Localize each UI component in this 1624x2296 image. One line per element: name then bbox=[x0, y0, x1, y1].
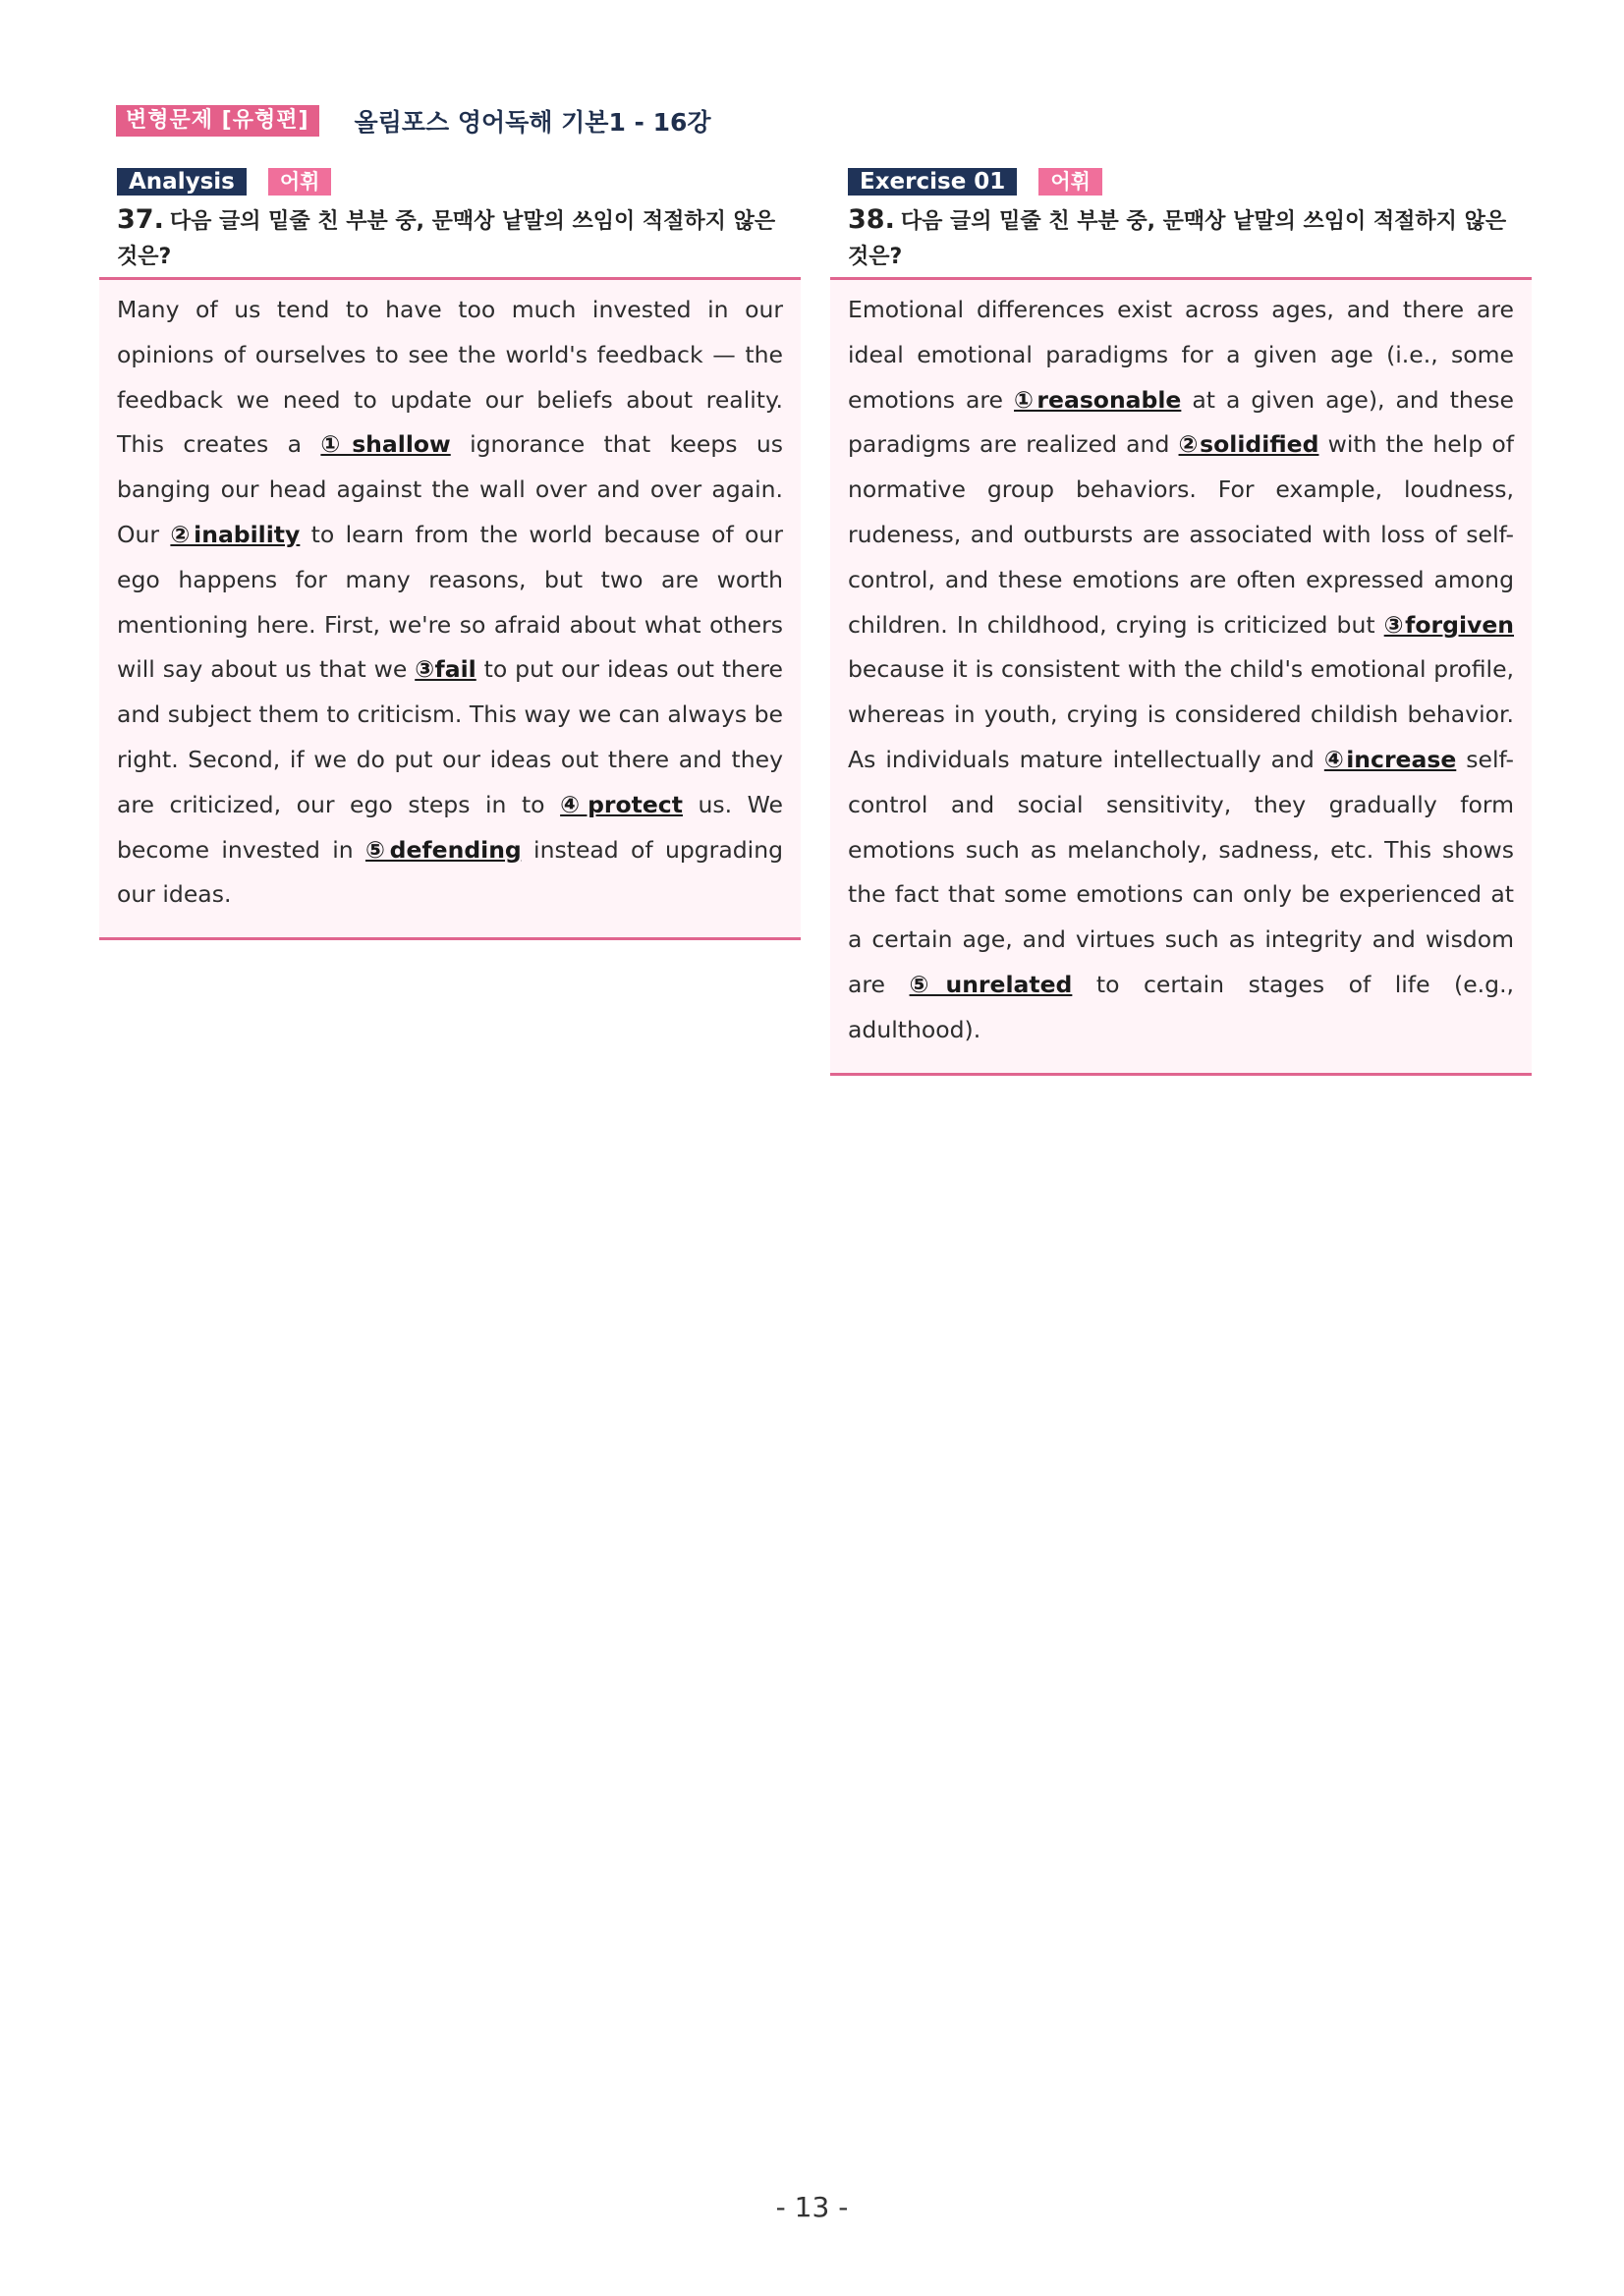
passage-text: us. We become invested in bbox=[117, 790, 783, 864]
option-4: ④protect bbox=[560, 790, 683, 818]
page-header bbox=[116, 104, 711, 138]
passage-text: to put our ideas out there and subject them to criticism. This way we can always be right. Second, if we do put our ideas out there and they are criticized, our ego steps in to bbox=[117, 655, 783, 818]
question-tags bbox=[99, 167, 801, 196]
passage-text: at a given age), and these paradigms are realized and bbox=[848, 385, 1514, 459]
question-tags bbox=[830, 167, 1532, 196]
option-2: ②inability bbox=[170, 520, 301, 548]
passage-text: to certain stages of life (e.g., adulthood). bbox=[848, 970, 1515, 1043]
option-2: ②solidified bbox=[1178, 430, 1319, 459]
option-3: ③forgiven bbox=[1383, 610, 1515, 639]
passage-text: with the help of normative group behaviors. For example, loudness, rudeness, and outbursts are associated with loss of self-control, and these emotions are often expressed among children. In childhood, crying is criticized but bbox=[848, 430, 1514, 639]
question-text: 다음 글의 밑줄 친 부분 중, 문맥상 낱말의 쓰임이 적절하지 않은 것은? bbox=[848, 209, 1507, 269]
question-37-column bbox=[99, 167, 801, 940]
page-number: - 13 - bbox=[775, 2191, 849, 2223]
analysis-tag: Analysis bbox=[117, 168, 247, 196]
question-number: 37. bbox=[117, 204, 164, 235]
passage-text: Emotional differences exist across ages, and there are ideal emotional paradigms for a given age (i.e., some emotions are bbox=[848, 296, 1514, 414]
option-1: ①shallow bbox=[320, 430, 451, 459]
passage-box bbox=[830, 277, 1532, 1076]
question-prompt bbox=[99, 196, 801, 275]
series-badge: 변형문제 [유형편] bbox=[116, 105, 319, 137]
question-38-column bbox=[830, 167, 1532, 1076]
question-number: 38. bbox=[848, 204, 895, 235]
passage-text: instead of upgrading our ideas. bbox=[117, 835, 784, 909]
passage-text: because it is consistent with the child's emotional profile, whereas in youth, crying is considered childish behavior. As individuals mature intellectually and bbox=[848, 655, 1514, 773]
option-1: ①reasonable bbox=[1014, 385, 1182, 414]
question-prompt bbox=[830, 196, 1532, 275]
vocabulary-tag: 어휘 bbox=[268, 168, 332, 196]
passage-box bbox=[99, 277, 801, 940]
book-title: 올림포스 영어독해 기본1 - 16강 bbox=[354, 108, 711, 137]
option-3: ③fail bbox=[415, 655, 476, 684]
passage-text: to learn from the world because of our ego happens for many reasons, but two are worth mentioning here. First, we're so afraid about what others will say about us that we bbox=[117, 520, 783, 684]
option-5: ⑤defending bbox=[364, 835, 522, 864]
vocabulary-tag: 어휘 bbox=[1038, 168, 1102, 196]
question-text: 다음 글의 밑줄 친 부분 중, 문맥상 낱말의 쓰임이 적절하지 않은 것은? bbox=[117, 209, 776, 269]
option-4: ④increase bbox=[1323, 745, 1457, 773]
exercise-tag: Exercise 01 bbox=[848, 168, 1017, 196]
passage-text: self-control and social sensitivity, they gradually form emotions such as melancholy, sadness, etc. This shows the fact that some emotions can only be experienced at a certain age, and virtues such as integrity and wisdom are bbox=[848, 745, 1514, 998]
passage-text: Many of us tend to have too much invested in our opinions of ourselves to see the world's feedback — the feedback we need to update our beliefs about reality. This creates a bbox=[117, 296, 783, 459]
option-5: ⑤unrelated bbox=[909, 970, 1073, 998]
passage-text: ignorance that keeps us banging our head against the wall over and over again. Our bbox=[117, 430, 783, 548]
